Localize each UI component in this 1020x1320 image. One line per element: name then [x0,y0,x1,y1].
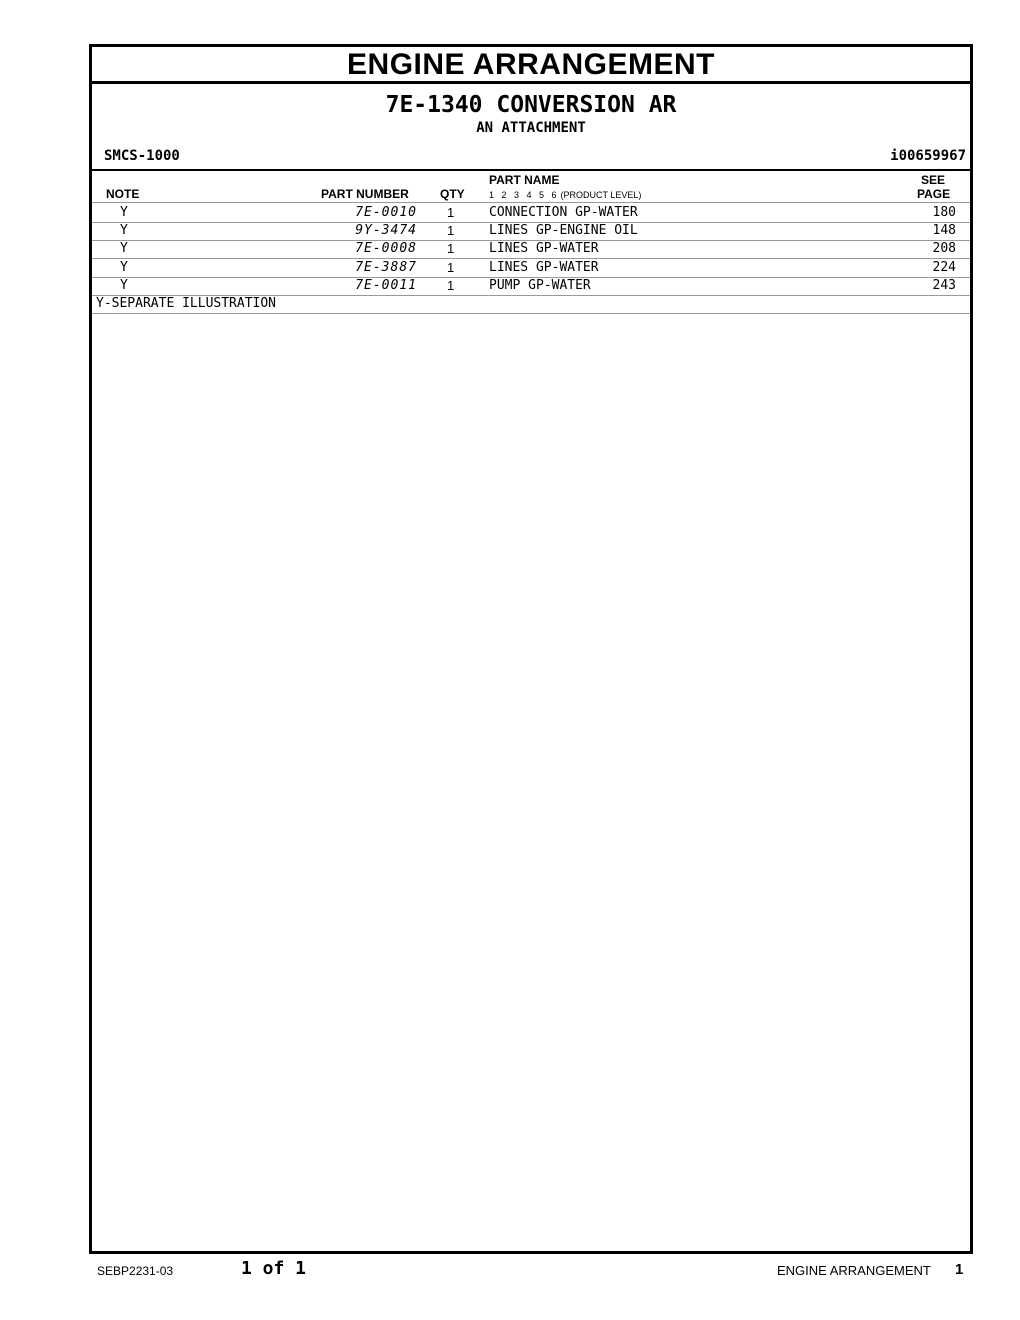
row-see-page[interactable]: 180 [932,205,956,220]
row-part-number[interactable]: 7E-0008 [355,241,417,256]
row-part-number[interactable]: 7E-3887 [355,260,417,275]
row-note: Y [120,241,128,256]
col-see-header: SEE [921,173,946,187]
table-row [92,222,970,240]
row-qty: 1 [447,278,455,293]
row-part-name: CONNECTION GP-WATER [489,205,638,220]
attachment-label: AN ATTACHMENT [476,120,586,136]
row-qty: 1 [447,205,455,220]
page-of-indicator: 1 of 1 [241,1258,307,1279]
page-title: ENGINE ARRANGEMENT [92,47,970,84]
page-number: 1 [955,1261,964,1278]
row-part-name: LINES GP-ENGINE OIL [489,223,638,238]
col-page-header: PAGE [917,187,951,201]
row-part-name: LINES GP-WATER [489,260,599,275]
row-note: Y [120,260,128,275]
row-qty: 1 [447,223,455,238]
product-level-label: (PRODUCT LEVEL) [560,190,642,200]
table-footnote: Y-SEPARATE ILLUSTRATION [96,296,277,311]
table-row [92,204,970,222]
row-part-number[interactable]: 7E-0011 [355,278,417,293]
row-see-page[interactable]: 148 [932,223,956,238]
col-part-number-header: PART NUMBER [321,187,409,201]
row-see-page[interactable]: 243 [932,278,956,293]
row-see-page[interactable]: 208 [932,241,956,256]
row-see-page[interactable]: 224 [932,260,956,275]
row-qty: 1 [447,241,455,256]
row-part-name: PUMP GP-WATER [489,278,591,293]
row-part-number[interactable]: 7E-0010 [355,205,417,220]
row-note: Y [120,278,128,293]
footer-section-title: ENGINE ARRANGEMENT [777,1263,931,1278]
row-qty: 1 [447,260,455,275]
document-frame [89,44,973,1254]
header-divider [92,169,970,171]
row-part-name: LINES GP-WATER [489,241,599,256]
table-header-divider [92,202,970,203]
table-row [92,259,970,277]
table-row [92,240,970,258]
col-part-name-header: PART NAME [489,173,560,187]
level-numbers: 1 2 3 4 5 6 [489,190,557,200]
row-part-number[interactable]: 9Y-3474 [355,223,417,238]
smcs-code: SMCS-1000 [104,148,180,164]
document-id: SEBP2231-03 [97,1264,174,1278]
footnote-divider [92,313,970,314]
arrangement-subtitle: 7E-1340 CONVERSION AR [385,92,677,118]
table-row [92,277,970,295]
illustration-id: i00659967 [890,148,966,164]
product-levels [489,189,641,201]
col-qty-header: QTY [440,187,465,201]
col-note-header: NOTE [106,187,140,201]
row-note: Y [120,205,128,220]
row-note: Y [120,223,128,238]
